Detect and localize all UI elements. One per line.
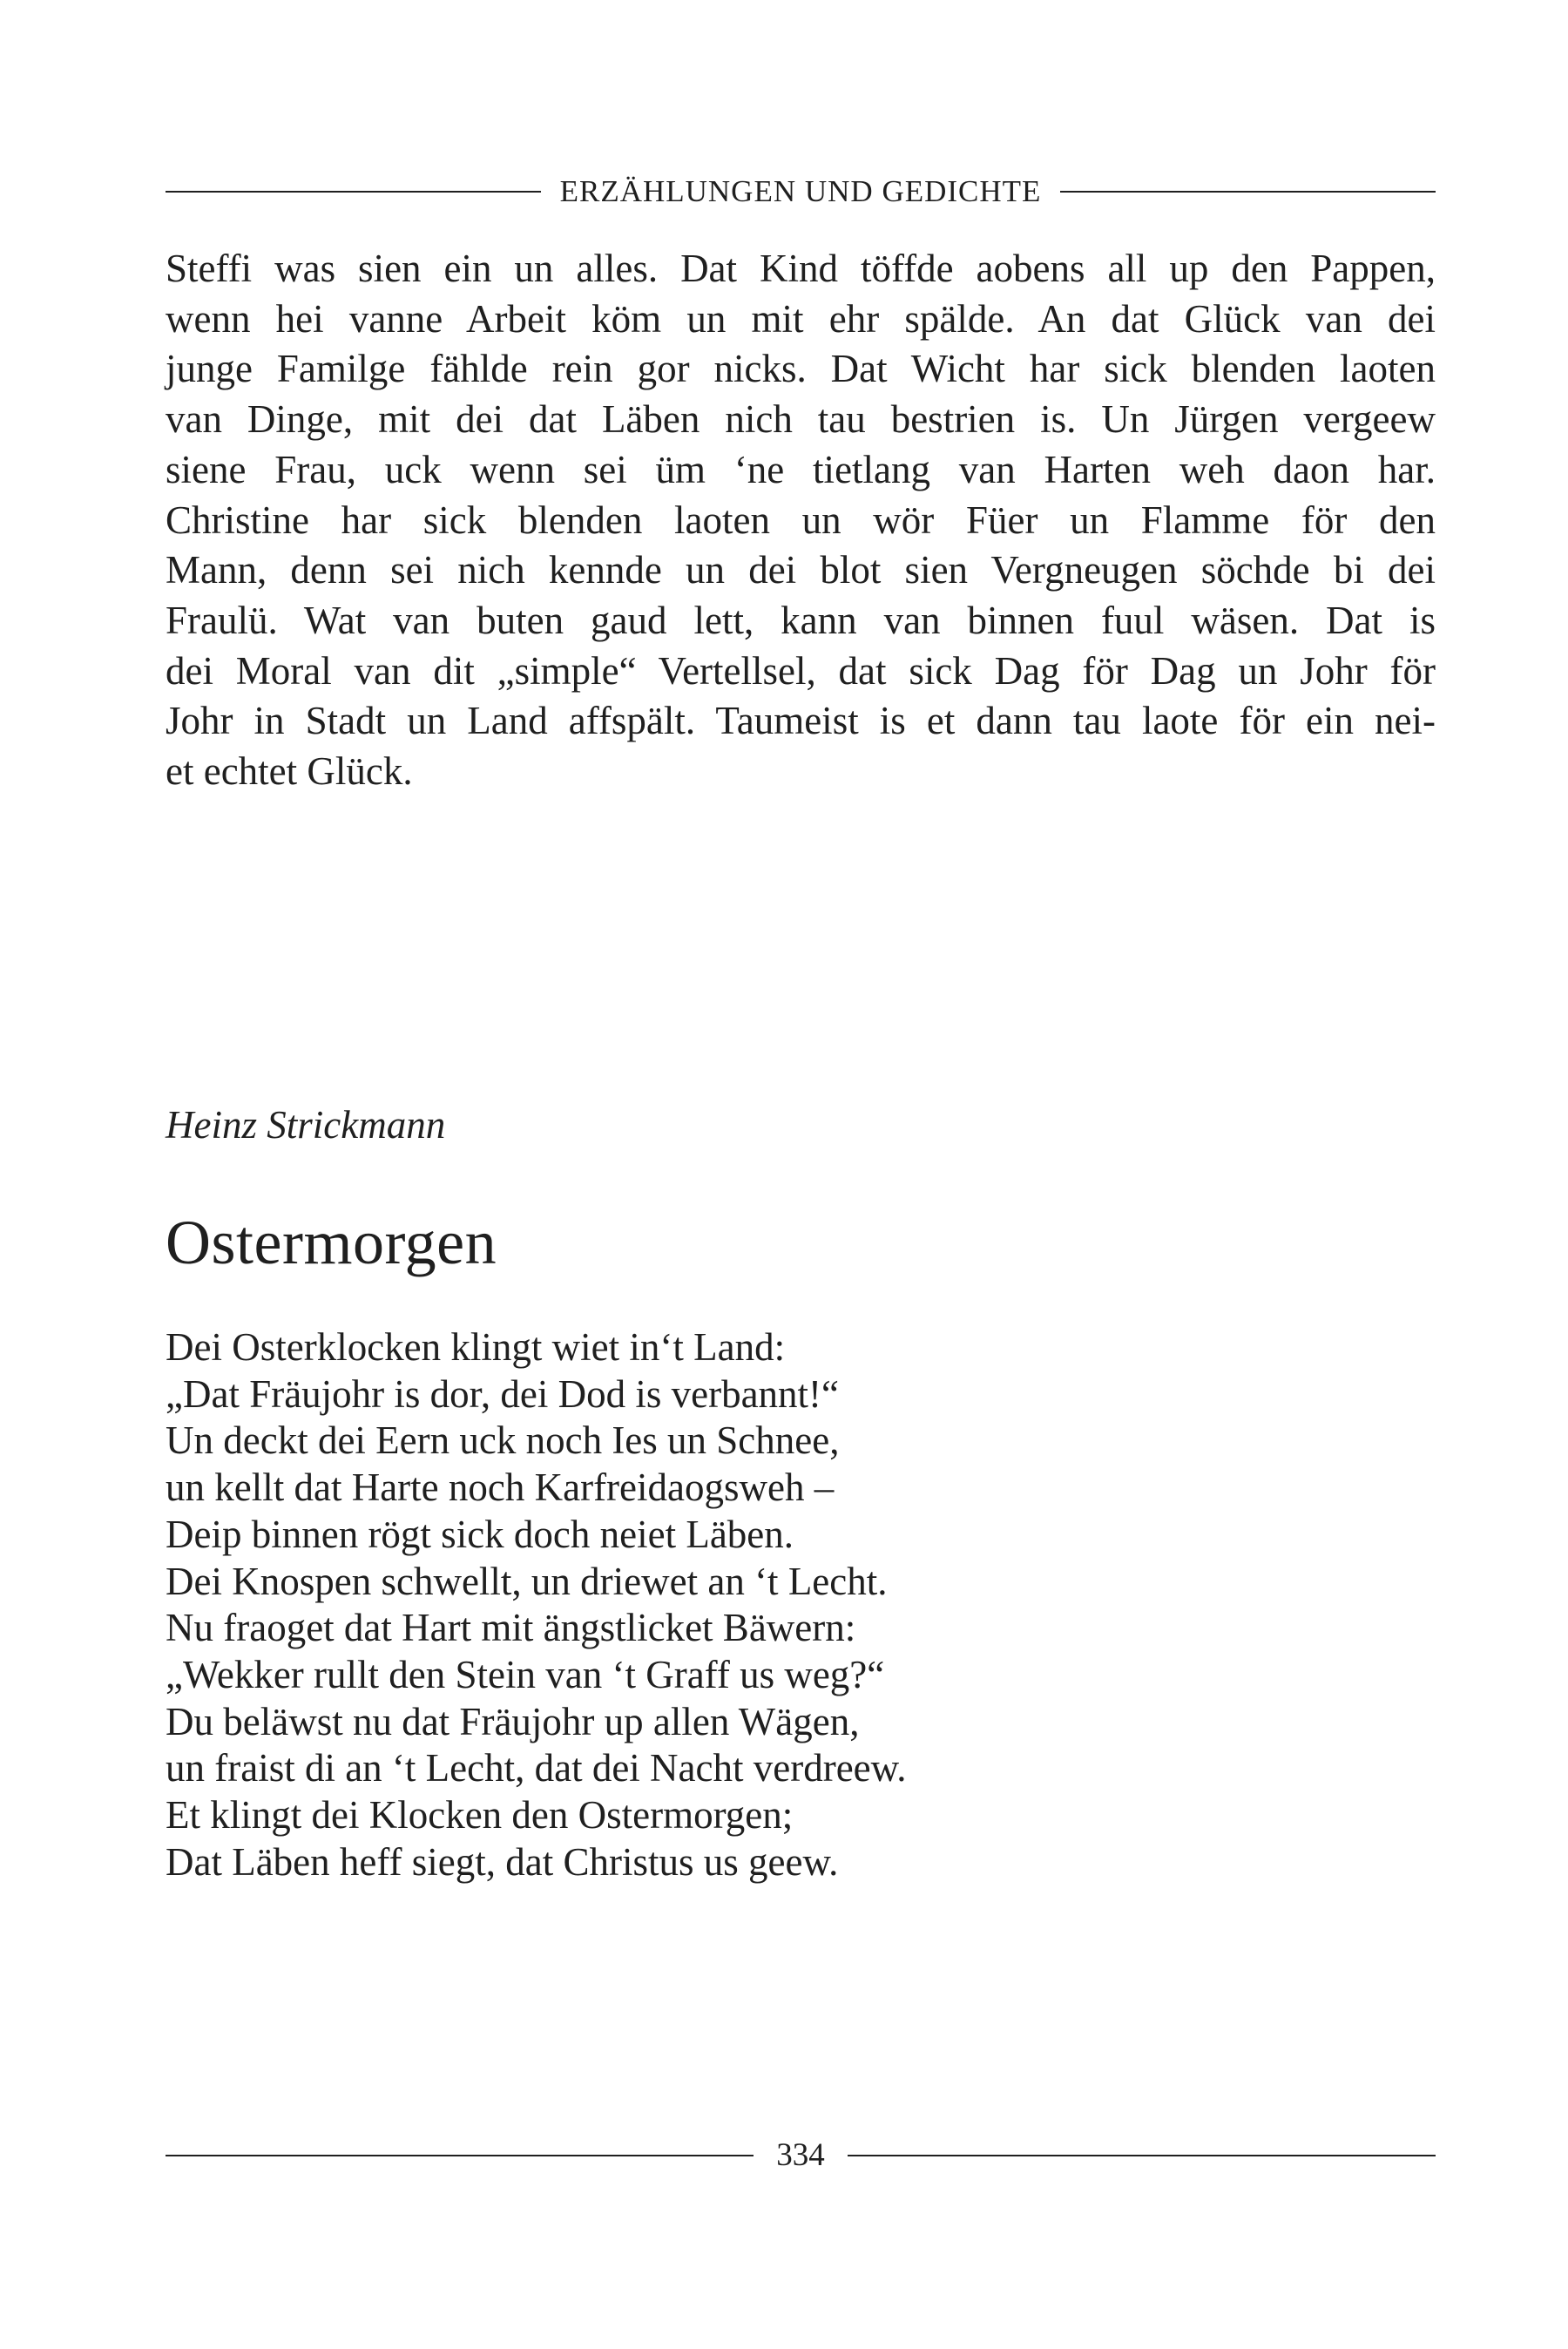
prose-line: wenn hei vanne Arbeit köm un mit ehr spälde. An dat Glück van dei [166,296,1436,341]
poem-author: Heinz Strickmann [166,1103,446,1147]
footer-rule-left [166,2155,754,2156]
prose-line: et echtet Glück. [166,749,413,794]
header-rule-left [166,191,541,193]
page-number: 334 [776,2137,825,2173]
poem-verse: Nu fraoget dat Hart mit ängstlicket Bäwern: [166,1606,856,1650]
prose-line: siene Frau, uck wenn sei üm ‘ne tietlang van Harten weh daon har. [166,447,1436,491]
page-footer [166,2136,1436,2174]
prose-line: Mann, denn sei nich kennde un dei blot sien Vergneugen söchde bi dei [166,548,1436,592]
prose-line: Steffi was sien ein un alles. Dat Kind töffde aobens all up den Pappen, [166,247,1436,290]
prose-line: dei Moral van dit „simple“ Vertellsel, dat sick Dag för Dag un Johr för [166,648,1436,693]
poem-verse: „Wekker rullt den Stein van ‘t Graff us weg?“ [166,1652,885,1696]
poem-verses [166,1324,1436,1885]
poem-verse: un fraist di an ‘t Lecht, dat dei Nacht verdreew. [166,1746,907,1791]
poem-verse: Du beläwst nu dat Fräujohr up allen Wägen, [166,1699,860,1743]
prose-line: van Dinge, mit dei dat Läben nich tau bestrien is. Un Jürgen vergeew [166,397,1436,442]
poem-verse: Et klingt dei Klocken den Ostermorgen; [166,1793,794,1838]
prose-paragraph [166,244,1436,797]
header-rule-right [1060,191,1436,193]
poem-verse: Dei Knospen schwellt, un driewet an ‘t Lecht. [166,1559,888,1603]
poem-verse: Dei Osterklocken klingt wiet in‘t Land: [166,1325,786,1369]
running-header [166,174,1436,209]
prose-line: Christine har sick blenden laoten un wör Füer un Flamme för den [166,498,1436,542]
poem-verse: un kellt dat Harte noch Karfreidaogsweh – [166,1466,835,1510]
prose-line: Fraulü. Wat van buten gaud lett, kann van binnen fuul wäsen. Dat is [166,598,1436,642]
poem-title: Ostermorgen [166,1208,497,1277]
prose-line: junge Familge fählde rein gor nicks. Dat Wicht har sick blenden laoten [166,347,1436,391]
poem-verse: Deip binnen rögt sick doch neiet Läben. [166,1512,794,1556]
poem-verse: Dat Läben heff siegt, dat Christus us geew. [166,1839,839,1884]
prose-line: Johr in Stadt un Land affspält. Taumeist is et dann tau laote för ein nei- [166,699,1436,743]
footer-rule-right [848,2155,1436,2156]
poem-verse: „Dat Fräujohr is dor, dei Dod is verbannt!“ [166,1371,839,1416]
running-title: ERZÄHLUNGEN UND GEDICHTE [559,174,1042,208]
poem-verse: Un deckt dei Eern uck noch Ies un Schnee, [166,1418,840,1463]
